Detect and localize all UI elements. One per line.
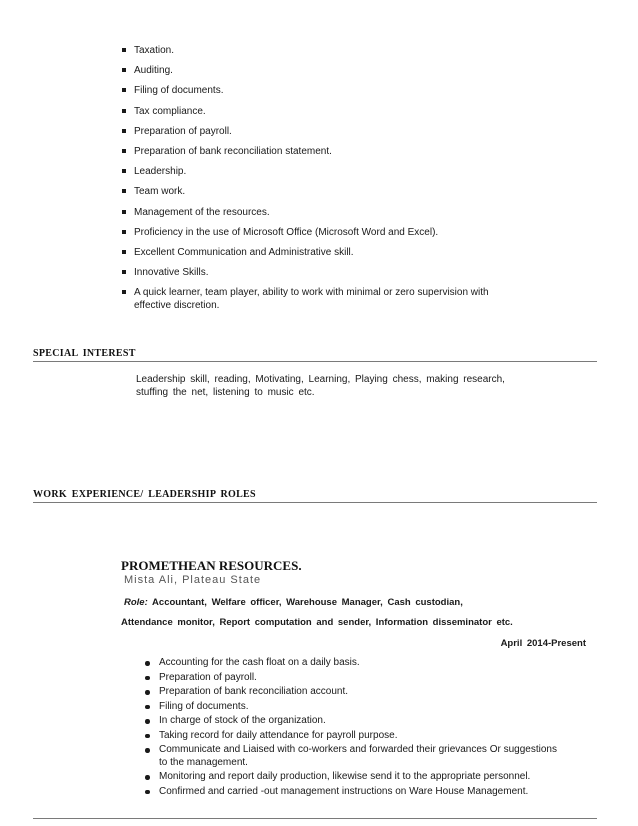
duty-item: Confirmed and carried -out management instructions on Ware House Management.: [145, 786, 565, 799]
skill-item: Management of the resources.: [121, 206, 521, 219]
skill-item: Filing of documents.: [121, 84, 521, 97]
special-interest-text: Leadership skill, reading, Motivating, Learning, Playing chess, making research, stuffing the net, listening to music etc.: [136, 374, 505, 398]
employment-date-range: April 2014-Present: [500, 638, 586, 649]
skill-item: A quick learner, team player, ability to work with minimal or zero supervision with effective discretion.: [121, 286, 521, 312]
duty-item: Preparation of payroll.: [145, 672, 565, 685]
skill-item: Preparation of payroll.: [121, 125, 521, 138]
duty-item: Communicate and Liaised with co-workers and forwarded their grievances Or suggestions to the management.: [145, 744, 565, 769]
skill-item: Taxation.: [121, 44, 521, 57]
skill-item: Tax compliance.: [121, 105, 521, 118]
role-label: Role:: [124, 597, 148, 608]
duty-item: Monitoring and report daily production, likewise send it to the appropriate personnel.: [145, 771, 565, 784]
duty-item: Taking record for daily attendance for payroll purpose.: [145, 730, 565, 743]
work-experience-heading: WORK EXPERIENCE/ LEADERSHIP ROLES: [33, 489, 597, 503]
skill-item: Proficiency in the use of Microsoft Office (Microsoft Word and Excel).: [121, 226, 521, 239]
skill-item: Leadership.: [121, 165, 521, 178]
skill-item: Preparation of bank reconciliation statement.: [121, 145, 521, 158]
duty-item: Filing of documents.: [145, 701, 565, 714]
special-interest-heading: SPECIAL INTEREST: [33, 348, 597, 362]
skill-item: Innovative Skills.: [121, 266, 521, 279]
company-location: Mista Ali, Plateau State: [124, 574, 262, 586]
duty-item: Accounting for the cash float on a daily basis.: [145, 657, 565, 670]
skill-item: Excellent Communication and Administrative skill.: [121, 246, 521, 259]
skills-list: [121, 44, 521, 319]
skill-item: Auditing.: [121, 64, 521, 77]
duty-item: In charge of stock of the organization.: [145, 715, 565, 728]
skill-item: Team work.: [121, 185, 521, 198]
page-bottom-rule: [33, 818, 597, 819]
duties-list: [145, 657, 565, 800]
role-text: Accountant, Welfare officer, Warehouse Manager, Cash custodian,: [152, 597, 463, 608]
role-line: [124, 597, 463, 608]
duty-item: Preparation of bank reconciliation account.: [145, 686, 565, 699]
role-line-continued: Attendance monitor, Report computation and sender, Information disseminator etc.: [121, 617, 513, 628]
company-name: PROMETHEAN RESOURCES.: [121, 558, 302, 573]
